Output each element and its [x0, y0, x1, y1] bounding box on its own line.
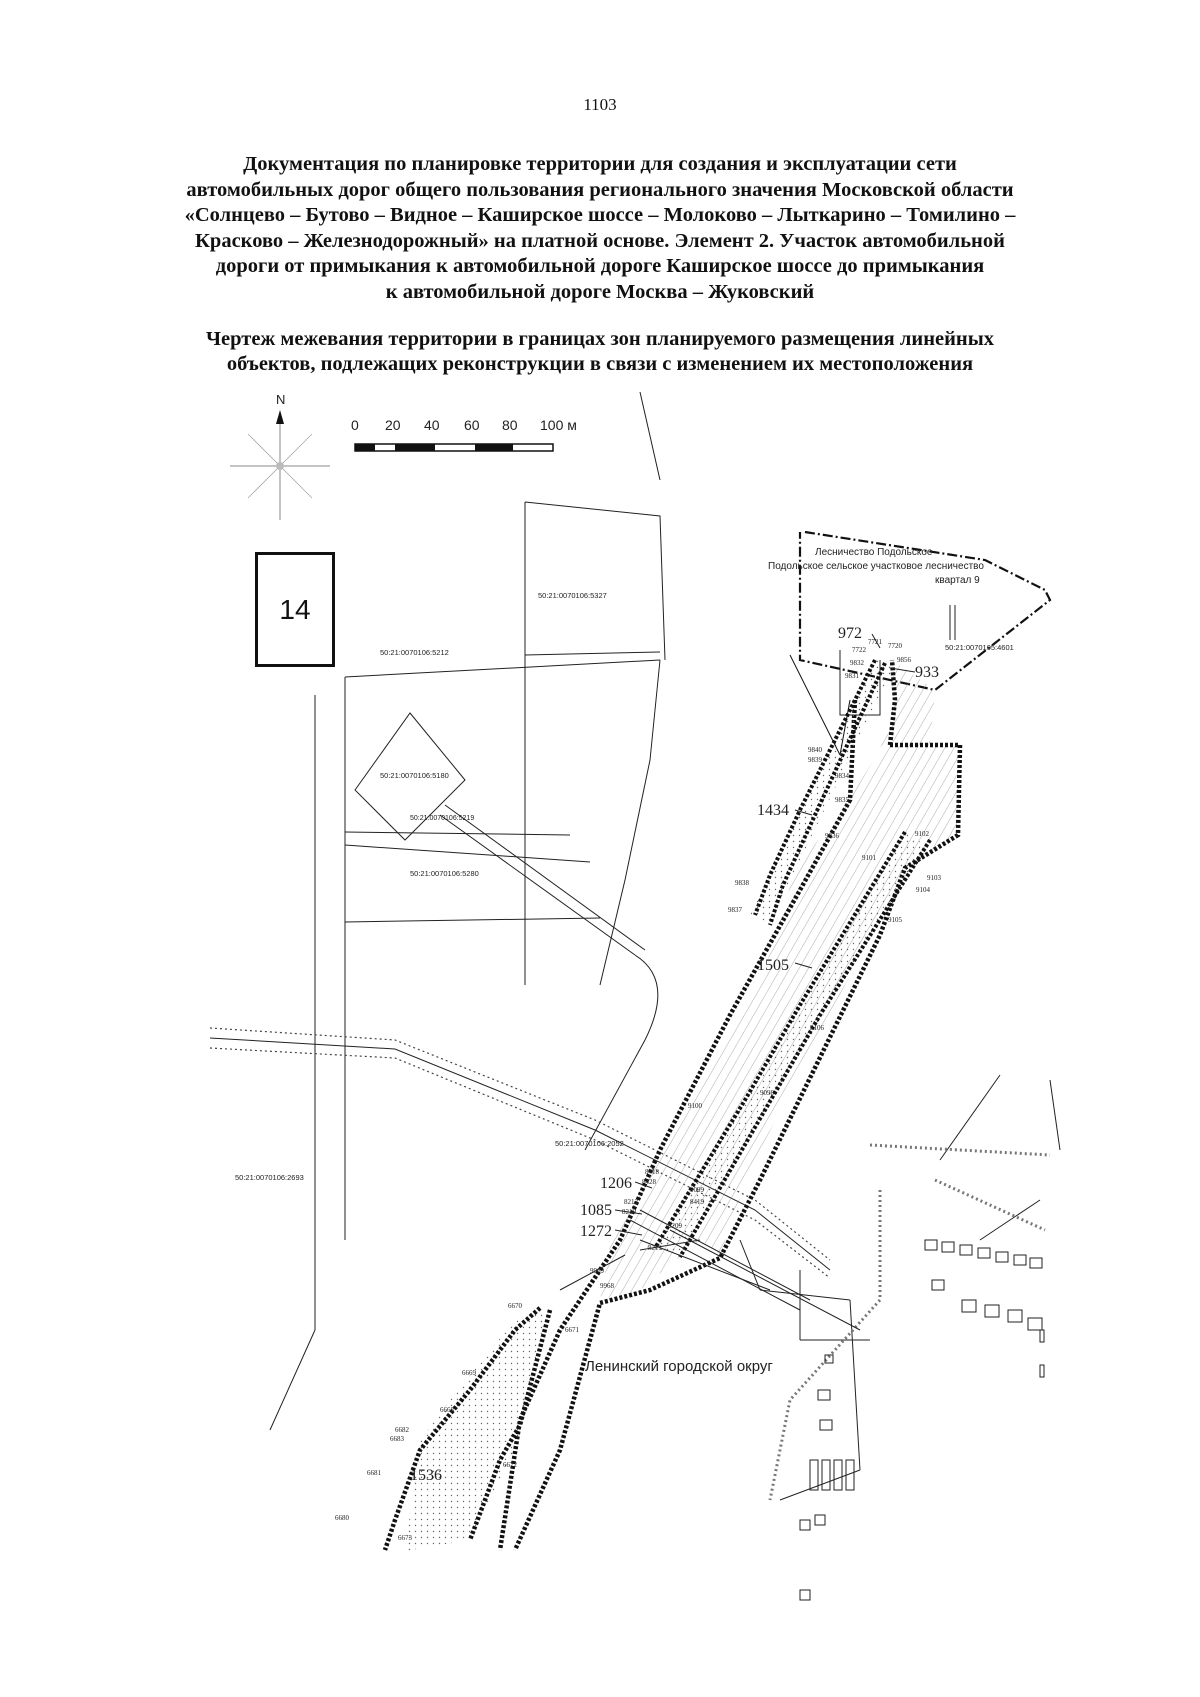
scale-label: 60 [464, 417, 480, 433]
zone-number: 1536 [410, 1467, 442, 1484]
point-number: 6673 [398, 1534, 412, 1542]
zone-number: 933 [915, 664, 939, 681]
zone-number: 972 [838, 625, 862, 642]
forestry-label: Лесничество Подольское [815, 547, 933, 558]
subtitle-line: объектов, подлежащих реконструкции в связи с изменением их местоположения [226, 353, 974, 375]
title-line: автомобильных дорог общего пользования регионального значения Московской области [186, 178, 1014, 201]
point-number: 9839 [808, 756, 822, 764]
compass-rose-icon [230, 410, 330, 520]
buildings [800, 1240, 1044, 1600]
point-number: 9100 [688, 1102, 702, 1110]
point-number: 9101 [862, 854, 876, 862]
point-number: 9968 [600, 1282, 614, 1290]
zone-number: 1505 [757, 957, 789, 974]
scale-label: 0 [351, 417, 359, 433]
point-number: 9106 [810, 1024, 824, 1032]
title-line: Красково – Железнодорожный» на платной основе. Элемент 2. Участок автомобильной [195, 229, 1005, 252]
scale-label: 80 [502, 417, 518, 433]
title-line: дороги от примыкания к автомобильной дороге Каширское шоссе до примыкания [215, 255, 985, 277]
point-number: 9102 [915, 830, 929, 838]
planned-road-zone [500, 660, 960, 1550]
parcel-label: 50:21:0070106:5327 [538, 591, 607, 600]
point-number: 9835 [835, 796, 849, 804]
point-number: 6668 [440, 1406, 454, 1414]
zone-strip-1536 [385, 1308, 550, 1551]
point-number: 6671 [565, 1326, 579, 1334]
point-number: 8428 [642, 1178, 656, 1186]
zone-number: 1272 [580, 1223, 612, 1240]
point-number: 7720 [888, 642, 902, 650]
point-number: 9840 [808, 746, 822, 754]
parcel-label: 50:21:0070105:4601 [945, 643, 1014, 652]
scale-label: 20 [385, 417, 401, 433]
point-number: 8209 [668, 1222, 682, 1230]
point-number: 6670 [508, 1302, 522, 1310]
point-number: 9837 [728, 906, 742, 914]
parcel-label: 50:21:0070106:2693 [235, 1173, 304, 1182]
point-number: 9831 [845, 672, 859, 680]
sheet-number: 14 [279, 593, 311, 625]
north-label: N [276, 392, 286, 407]
point-number: 6672 [503, 1461, 517, 1469]
point-number: 9103 [927, 874, 941, 882]
point-number: 9105 [888, 916, 902, 924]
parcel-boundaries [270, 392, 1060, 1500]
point-number: 9834 [835, 772, 849, 780]
point-number: 9969 [590, 1267, 604, 1275]
page-number: 1103 [583, 95, 617, 114]
scale-label: 100 м [540, 417, 577, 433]
title-line: к автомобильной дороге Москва – Жуковский [385, 280, 815, 303]
title-line: Документация по планировке территории для создания и эксплуатации сети [243, 153, 957, 175]
zone-number: 1434 [757, 802, 789, 819]
point-number: 6669 [462, 1369, 476, 1377]
point-number: 9832 [850, 659, 864, 667]
sheet-number-box [255, 552, 335, 667]
forestry-label: Подольское сельское участковое лесничество [768, 561, 984, 572]
point-number: 6681 [367, 1469, 381, 1477]
zone-number: 1206 [600, 1175, 632, 1192]
point-number: 9104 [916, 886, 930, 894]
parcel-label: 50:21:0070106:5180 [380, 771, 449, 780]
parcel-label: 50:21:0070106:5212 [380, 648, 449, 657]
point-number: 9098 [760, 1089, 774, 1097]
point-number: 7721 [868, 638, 882, 646]
point-number: 8419 [690, 1198, 704, 1206]
zone-number: 1085 [580, 1202, 612, 1219]
point-number: 8418 [645, 1168, 659, 1176]
point-number: 9099 [690, 1186, 704, 1194]
point-number: 9838 [735, 879, 749, 887]
point-number: 8210 [622, 1208, 636, 1216]
point-number: 9856 [897, 656, 911, 664]
point-number: 6682 [395, 1426, 409, 1434]
point-number: 7722 [852, 646, 866, 654]
title-line: «Солнцево – Бутово – Видное – Каширское шоссе – Молоково – Лыткарино – Томилино – [184, 204, 1016, 226]
parcel-label: 50:21:0070106:5219 [410, 815, 475, 822]
parcel-label: 50:21:0070106:2052 [555, 1139, 624, 1148]
scale-bar [355, 444, 553, 451]
parcel-label: 50:21:0070106:5280 [410, 869, 479, 878]
point-number: 8211 [648, 1244, 662, 1252]
scale-label: 40 [424, 417, 440, 433]
forestry-label: квартал 9 [935, 575, 980, 586]
subtitle-line: Чертеж межевания территории в границах зон планируемого размещения линейных [205, 328, 994, 350]
district-label: Ленинский городской округ [585, 1358, 773, 1375]
point-number: 8212 [624, 1198, 638, 1206]
point-number: 6683 [390, 1435, 404, 1443]
point-number: 6680 [335, 1514, 349, 1522]
point-number: 9836 [825, 832, 839, 840]
